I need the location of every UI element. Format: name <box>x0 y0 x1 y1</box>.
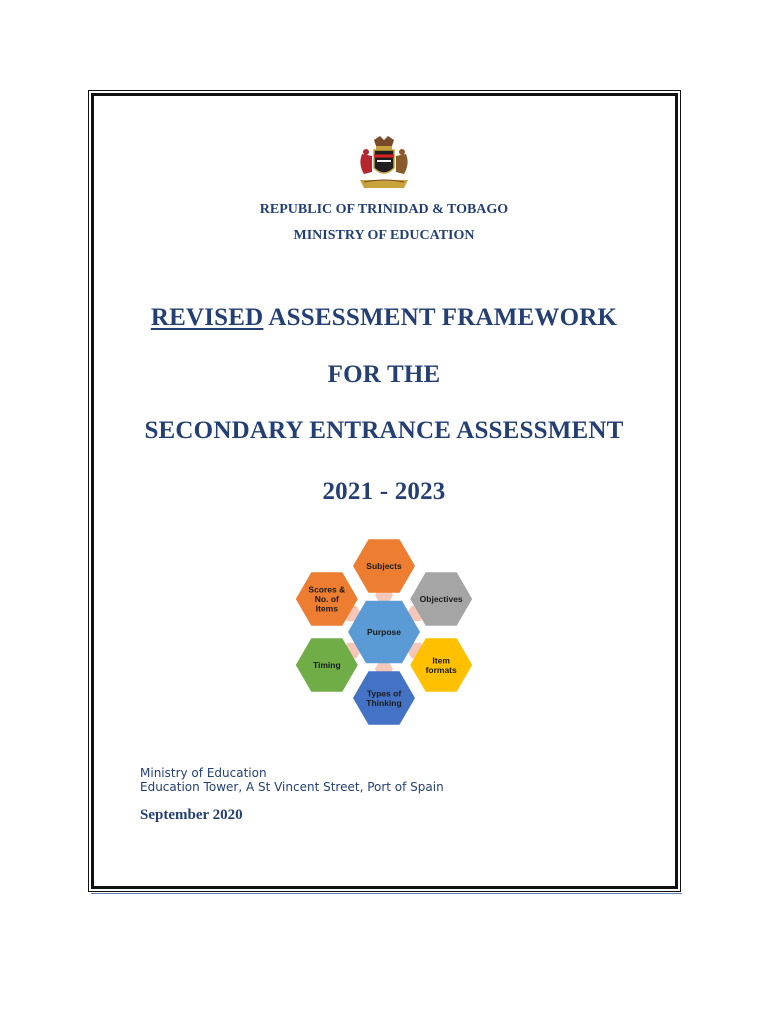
title-line-1-rest: ASSESSMENT FRAMEWORK <box>263 304 618 331</box>
coat-of-arms-icon <box>352 134 416 192</box>
diagram-hexagons <box>296 539 472 725</box>
revised-word: REVISED <box>150 304 264 331</box>
hexagon-label: Objectives <box>419 594 463 604</box>
footer-org: Ministry of Education <box>140 766 267 780</box>
footer-address: Education Tower, A St Vincent Street, Port of Spain <box>140 780 444 794</box>
hexagon-label: Types of Thinking <box>366 688 402 708</box>
title-years: 2021 - 2023 <box>322 478 446 505</box>
country-name: REPUBLIC OF TRINIDAD & TOBAGO <box>259 202 509 217</box>
ministry-name: MINISTRY OF EDUCATION <box>293 228 475 243</box>
publication-date: September 2020 <box>140 807 243 823</box>
framework-diagram <box>290 530 480 730</box>
hexagon-label: Subjects <box>366 561 402 571</box>
hexagon-label: Scores & No. of Items <box>308 584 346 614</box>
hexagon-label: Item formats <box>425 655 457 675</box>
title-line-2: FOR THE <box>327 361 441 388</box>
hexagon-label: Timing <box>312 660 341 670</box>
hexagon-center-label: Purpose <box>366 627 402 637</box>
title-line-1 <box>0 304 768 332</box>
title-line-3: SECONDARY ENTRANCE ASSESSMENT <box>144 417 624 444</box>
footer-rule <box>91 893 682 894</box>
